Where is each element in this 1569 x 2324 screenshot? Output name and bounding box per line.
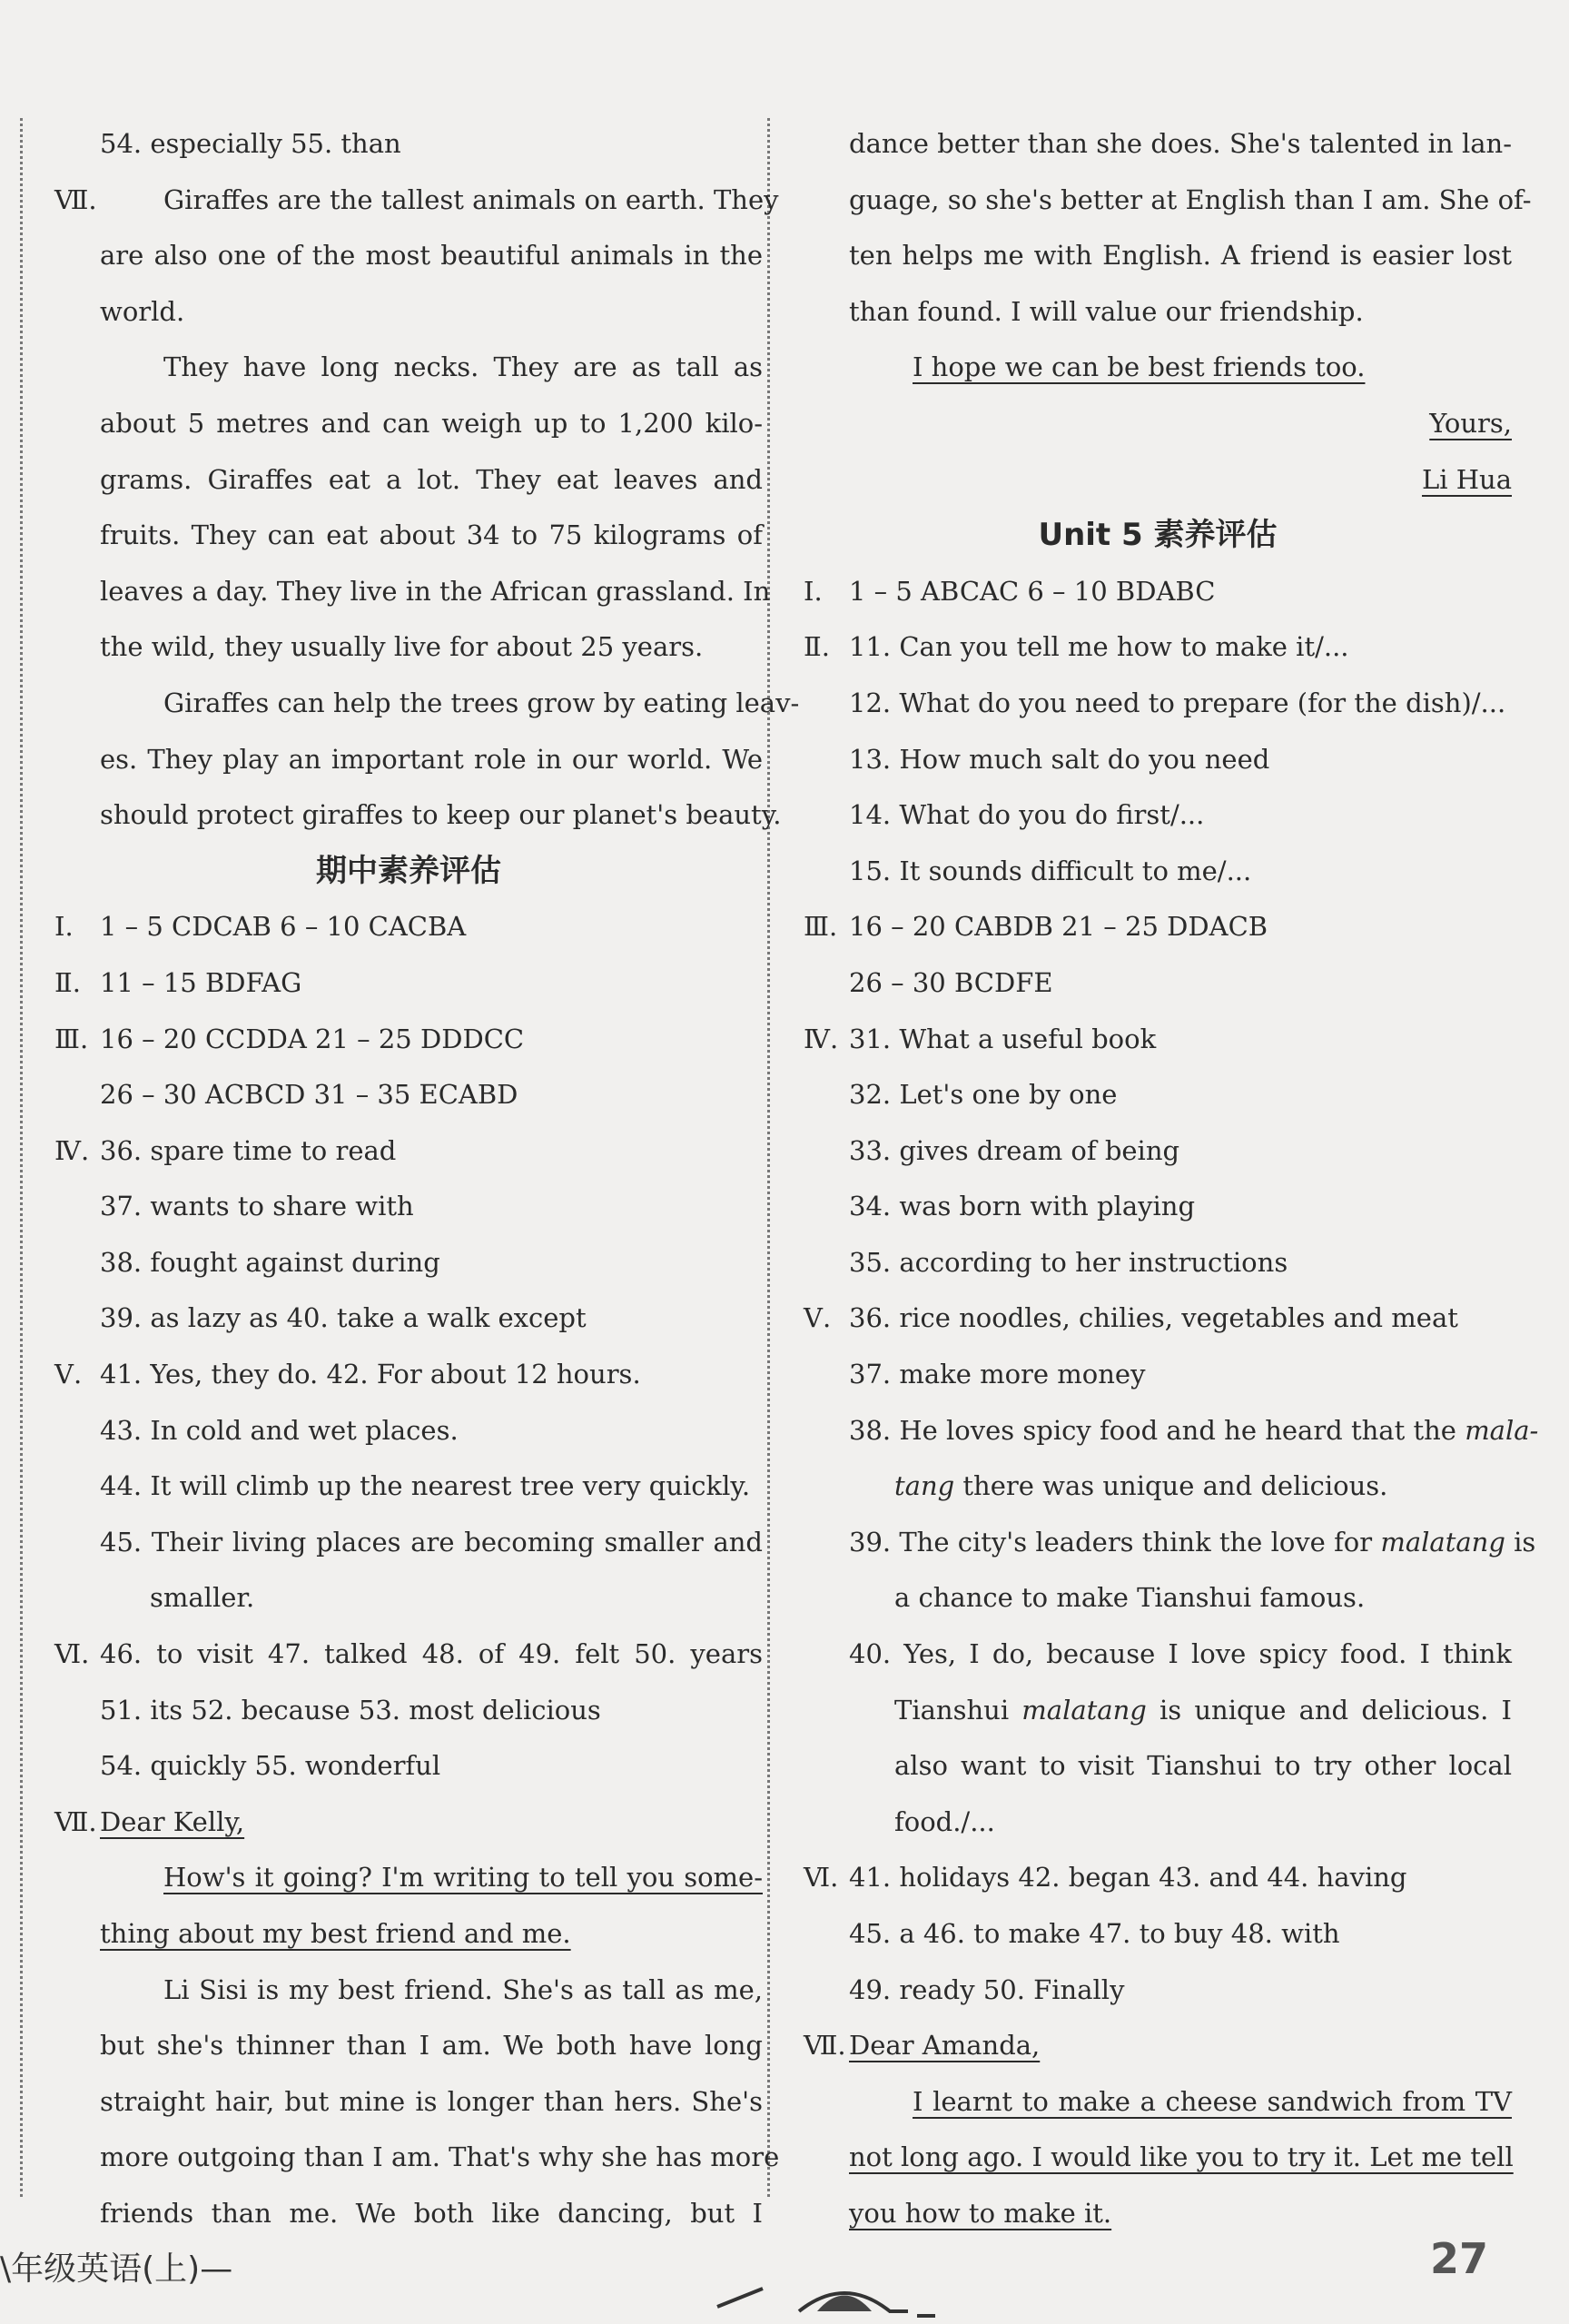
right-line: [804, 1570, 1512, 1627]
text-run: you how to make it.: [849, 2197, 1112, 2229]
text-run: 1 – 5 CDCAB 6 – 10 CACBA: [100, 911, 467, 943]
right-column: [804, 116, 1539, 2242]
text-content: [100, 1347, 763, 1403]
text-content: [100, 1738, 763, 1795]
left-line: [54, 1179, 763, 1235]
left-line: [54, 1067, 763, 1123]
text-content: [849, 1012, 1512, 1068]
left-line: [54, 1403, 763, 1459]
text-run: Dear Amanda,: [849, 2030, 1041, 2062]
text-run: I hope we can be best friends too.: [913, 351, 1366, 383]
right-line: [804, 676, 1512, 732]
text-content: [849, 2018, 1512, 2074]
left-line: [54, 508, 763, 564]
right-line: [804, 340, 1512, 396]
text-run: 37. make more money: [849, 1359, 1146, 1390]
left-line: [54, 284, 763, 341]
left-line: [54, 787, 782, 844]
text-run: fruits. They can eat about 34 to 75 kilograms of: [100, 519, 763, 551]
left-line: [54, 899, 763, 955]
left-line: [54, 1123, 763, 1180]
text-run: dance better than she does. She's talented in lan-: [849, 128, 1512, 159]
left-line: [54, 1906, 763, 1963]
text-content: [913, 2074, 1512, 2131]
text-content: [849, 1235, 1512, 1291]
text-content: [894, 1570, 1512, 1627]
text-content: [849, 1347, 1512, 1403]
text-run: 13. How much salt do you need: [849, 743, 1270, 775]
text-run: 38. fought against during: [100, 1246, 440, 1278]
left-line: [54, 2186, 763, 2242]
text-content: [100, 564, 771, 620]
text-run: 38. He loves spicy food and he heard that the: [849, 1414, 1465, 1446]
text-run: more outgoing than I am. That's why she has more: [100, 2141, 780, 2173]
text-run: 31. What a useful book: [849, 1023, 1157, 1054]
text-content: [100, 1012, 763, 1068]
left-column: [54, 116, 800, 2242]
text-content: [150, 1570, 763, 1627]
right-line: [804, 1850, 1512, 1906]
text-content: [894, 1683, 1512, 1739]
text-content: [163, 1850, 763, 1906]
text-content: [100, 787, 782, 844]
text-run: there was unique and delicious.: [954, 1470, 1388, 1502]
text-run: Dear Kelly,: [100, 1805, 245, 1837]
text-run: food./...: [894, 1805, 995, 1837]
text-content: [100, 116, 763, 173]
text-content: [100, 899, 763, 955]
right-line: [804, 1347, 1512, 1403]
text-content: [100, 2186, 763, 2242]
text-content: [100, 1515, 763, 1571]
text-content: [849, 844, 1512, 900]
text-content: [1429, 408, 1512, 439]
text-content: [100, 1235, 763, 1291]
italic-term: tang: [894, 1470, 955, 1502]
text-content: [894, 1459, 1512, 1515]
text-content: [849, 1906, 1512, 1963]
text-run: 32. Let's one by one: [849, 1079, 1118, 1111]
text-run: but she's thinner than I am. We both have long: [100, 2030, 763, 2062]
text-content: [100, 228, 763, 284]
text-run: 51. its 52. because 53. most delicious: [100, 1694, 601, 1726]
text-run: 16 – 20 CCDDA 21 – 25 DDDCC: [100, 1023, 525, 1054]
left-line: [54, 2074, 763, 2131]
text-run: Yours,: [1429, 407, 1512, 439]
right-line: [804, 1459, 1512, 1515]
text-run: should protect giraffes to keep our planet's beauty.: [100, 799, 782, 831]
text-content: [849, 228, 1512, 284]
text-content: [849, 732, 1512, 788]
footer-book-title: \年级英语(上)—: [0, 2250, 233, 2288]
left-line: [54, 228, 763, 284]
text-content: [849, 619, 1512, 676]
text-run: 36. spare time to read: [100, 1134, 397, 1166]
right-line: [804, 1738, 1512, 1795]
left-line: [54, 1963, 763, 2019]
text-content: [849, 1515, 1536, 1571]
text-run: 46. to visit 47. talked 48. of 49. felt 50. years: [100, 1638, 763, 1670]
text-content: [849, 676, 1512, 732]
text-run: 11. Can you tell me how to make it/...: [849, 631, 1349, 663]
text-content: [913, 340, 1512, 396]
left-line: [54, 1795, 763, 1851]
ink-smudge-mark: [708, 2270, 944, 2324]
text-run: 37. wants to share with: [100, 1191, 414, 1222]
right-line: [804, 2074, 1512, 2131]
left-line: [54, 1683, 763, 1739]
text-content: [100, 1627, 763, 1683]
section-heading: Unit 5 素养评估: [1038, 517, 1278, 554]
text-content: [849, 787, 1512, 844]
section-label: Ⅶ.: [804, 2030, 846, 2062]
right-line: [804, 1123, 1512, 1180]
text-run: straight hair, but mine is longer than hers. She's: [100, 2085, 763, 2117]
left-line: [54, 1012, 763, 1068]
text-content: [100, 1459, 763, 1515]
fold-line-left: [20, 118, 23, 2197]
text-content: [849, 564, 1512, 620]
text-run: 39. as lazy as 40. take a walk except: [100, 1302, 587, 1334]
text-run: They have long necks. They are as tall as: [163, 351, 763, 383]
text-run: 49. ready 50. Finally: [849, 1973, 1125, 2005]
text-content: [849, 2130, 1512, 2186]
text-content: [100, 2074, 763, 2131]
text-content: [100, 1403, 763, 1459]
text-run: es. They play an important role in our world. We: [100, 743, 763, 775]
text-content: [1422, 464, 1512, 495]
text-run: a chance to make Tianshui famous.: [894, 1582, 1366, 1614]
left-line: [54, 1738, 763, 1795]
text-content: [894, 1738, 1512, 1795]
text-content: [849, 1963, 1512, 2019]
left-line: [54, 564, 771, 620]
left-line: [54, 619, 763, 676]
section-label: Ⅵ.: [54, 1638, 90, 1670]
fold-line-middle: [767, 118, 770, 2197]
right-line: [804, 1683, 1512, 1739]
text-run: 11 – 15 BDFAG: [100, 966, 302, 998]
left-line: [54, 1347, 763, 1403]
text-run: Li Hua: [1421, 463, 1512, 495]
section-label: Ⅲ.: [54, 1023, 89, 1054]
text-run: 33. gives dream of being: [849, 1134, 1180, 1166]
text-content: [100, 452, 763, 509]
text-content: [100, 955, 763, 1012]
left-line: [54, 340, 763, 396]
text-run: friends than me. We both like dancing, but I: [100, 2197, 763, 2229]
text-content: [100, 2018, 763, 2074]
text-run: leaves a day. They live in the African grassland. In: [100, 575, 771, 607]
section-label: Ⅶ.: [54, 183, 97, 215]
text-content: [100, 1906, 763, 1963]
text-content: [163, 676, 800, 732]
right-line: [804, 732, 1512, 788]
right-line: [804, 787, 1512, 844]
text-run: 34. was born with playing: [849, 1191, 1196, 1222]
text-run: 36. rice noodles, chilies, vegetables and meat: [849, 1302, 1458, 1334]
text-content: [100, 1291, 763, 1347]
left-line: [54, 396, 763, 452]
right-line: [804, 1963, 1512, 2019]
italic-term: malatang: [1380, 1526, 1505, 1558]
left-line: [54, 1570, 763, 1627]
text-content: [849, 116, 1512, 173]
section-heading: 期中素养评估: [316, 852, 501, 889]
right-line: [804, 899, 1512, 955]
left-line: [54, 844, 763, 900]
right-line: [804, 619, 1512, 676]
left-line: [54, 452, 763, 509]
text-run: Li Sisi is my best friend. She's as tall as me,: [163, 1973, 763, 2005]
text-run: 45. Their living places are becoming smaller and: [100, 1526, 763, 1558]
section-label: Ⅴ.: [804, 1302, 832, 1334]
text-content: [849, 1067, 1512, 1123]
section-label: Ⅳ.: [54, 1134, 90, 1166]
right-line: [804, 564, 1512, 620]
text-run: guage, so she's better at English than I am. She of-: [849, 183, 1532, 215]
italic-term: mala-: [1465, 1414, 1539, 1446]
text-run: 14. What do you do first/...: [849, 799, 1205, 831]
right-line: [804, 955, 1512, 1012]
right-line: [804, 1795, 1512, 1851]
text-content: [849, 1403, 1539, 1459]
left-line: [54, 116, 763, 173]
section-label: Ⅶ.: [54, 1805, 97, 1837]
text-run: also want to visit Tianshui to try other local: [894, 1750, 1512, 1782]
left-line: [54, 676, 800, 732]
section-label: Ⅱ.: [54, 966, 81, 998]
text-content: [100, 396, 763, 452]
right-line: [804, 844, 1512, 900]
text-run: 54. especially 55. than: [100, 128, 401, 159]
text-run: grams. Giraffes eat a lot. They eat leaves and: [100, 463, 763, 495]
text-content: [849, 899, 1512, 955]
text-run: 12. What do you need to prepare (for the dish)/...: [849, 687, 1506, 718]
text-run: the wild, they usually live for about 25 years.: [100, 631, 704, 663]
text-run: I learnt to make a cheese sandwich from TV: [913, 2085, 1512, 2117]
text-run: are also one of the most beautiful animals in the: [100, 240, 763, 272]
text-run: 41. holidays 42. began 43. and 44. having: [849, 1862, 1407, 1894]
right-line: [804, 1403, 1539, 1459]
text-run: is unique and delicious. I: [1146, 1694, 1512, 1726]
section-label: Ⅲ.: [804, 911, 838, 943]
left-line: [54, 2018, 763, 2074]
text-run: 45. a 46. to make 47. to buy 48. with: [849, 1918, 1340, 1949]
right-line: [804, 1012, 1512, 1068]
text-run: 54. quickly 55. wonderful: [100, 1750, 441, 1782]
text-content: [849, 955, 1512, 1012]
text-content: [163, 1963, 763, 2019]
left-line: [54, 1627, 763, 1683]
right-line: [804, 1235, 1512, 1291]
text-run: thing about my best friend and me.: [100, 1918, 571, 1949]
text-run: Tianshui: [894, 1694, 1022, 1726]
text-content: [849, 1850, 1512, 1906]
text-content: [849, 1291, 1512, 1347]
section-label: Ⅳ.: [804, 1023, 839, 1054]
text-run: than found. I will value our friendship.: [849, 295, 1364, 327]
text-run: 26 – 30 BCDFE: [849, 966, 1053, 998]
text-content: [849, 2186, 1512, 2242]
right-line: [804, 508, 1512, 564]
left-line: [54, 1235, 763, 1291]
text-content: [849, 1123, 1512, 1180]
right-line: [804, 1906, 1512, 1963]
text-run: 40. Yes, I do, because I love spicy food. I think: [849, 1638, 1512, 1670]
text-content: [100, 2130, 780, 2186]
text-content: [100, 508, 763, 564]
text-content: [100, 1179, 763, 1235]
right-line: [804, 1067, 1512, 1123]
right-line: [804, 284, 1512, 341]
section-label: Ⅰ.: [804, 575, 823, 607]
text-content: [100, 619, 763, 676]
section-label: Ⅴ.: [54, 1359, 83, 1390]
text-content: [100, 1067, 763, 1123]
text-run: Giraffes are the tallest animals on earth. They: [163, 183, 779, 215]
right-line: [804, 173, 1532, 229]
left-line: [54, 1850, 763, 1906]
text-content: [100, 1683, 763, 1739]
left-line: [54, 1515, 763, 1571]
text-run: smaller.: [150, 1582, 255, 1614]
text-content: [849, 173, 1532, 229]
text-run: ten helps me with English. A friend is easier lost: [849, 240, 1512, 272]
right-line: [804, 1291, 1512, 1347]
text-content: [100, 1795, 763, 1851]
italic-term: malatang: [1021, 1694, 1147, 1726]
right-line: [804, 228, 1512, 284]
text-run: is: [1505, 1526, 1536, 1558]
right-line: [804, 396, 1512, 452]
text-content: [100, 1123, 763, 1180]
text-run: 43. In cold and wet places.: [100, 1414, 459, 1446]
right-line: [804, 2130, 1512, 2186]
text-content: [849, 1627, 1512, 1683]
left-line: [54, 2130, 780, 2186]
right-line: [804, 452, 1512, 509]
right-line: [804, 2186, 1512, 2242]
text-content: [849, 1179, 1512, 1235]
text-run: 41. Yes, they do. 42. For about 12 hours.: [100, 1359, 641, 1390]
text-run: 15. It sounds difficult to me/...: [849, 855, 1252, 886]
text-run: 26 – 30 ACBCD 31 – 35 ECABD: [100, 1079, 518, 1111]
left-line: [54, 955, 763, 1012]
left-line: [54, 173, 779, 229]
text-content: [849, 284, 1512, 341]
text-run: 1 – 5 ABCAC 6 – 10 BDABC: [849, 575, 1216, 607]
text-run: Giraffes can help the trees grow by eating leav-: [163, 687, 800, 718]
text-run: 35. according to her instructions: [849, 1246, 1288, 1278]
text-content: [100, 284, 763, 341]
section-label: Ⅱ.: [804, 631, 830, 663]
right-line: [804, 1179, 1512, 1235]
text-run: 39. The city's leaders think the love for: [849, 1526, 1381, 1558]
page-number: 27: [1430, 2234, 1489, 2283]
text-run: 44. It will climb up the nearest tree very quickly.: [100, 1470, 751, 1502]
text-run: about 5 metres and can weigh up to 1,200 kilo-: [100, 407, 763, 439]
text-content: [894, 1795, 1512, 1851]
right-line: [804, 2018, 1512, 2074]
right-line: [804, 1627, 1512, 1683]
text-content: [163, 173, 779, 229]
right-line: [804, 116, 1512, 173]
right-line: [804, 1515, 1536, 1571]
left-line: [54, 732, 763, 788]
text-content: [100, 732, 763, 788]
text-run: world.: [100, 295, 185, 327]
left-line: [54, 1459, 763, 1515]
text-run: not long ago. I would like you to try it. Let me tell: [849, 2141, 1514, 2173]
text-run: 16 – 20 CABDB 21 – 25 DDACB: [849, 911, 1268, 943]
section-label: Ⅰ.: [54, 911, 74, 943]
text-content: [163, 340, 763, 396]
left-line: [54, 1291, 763, 1347]
text-run: How's it going? I'm writing to tell you some-: [163, 1862, 763, 1894]
section-label: Ⅵ.: [804, 1862, 839, 1894]
